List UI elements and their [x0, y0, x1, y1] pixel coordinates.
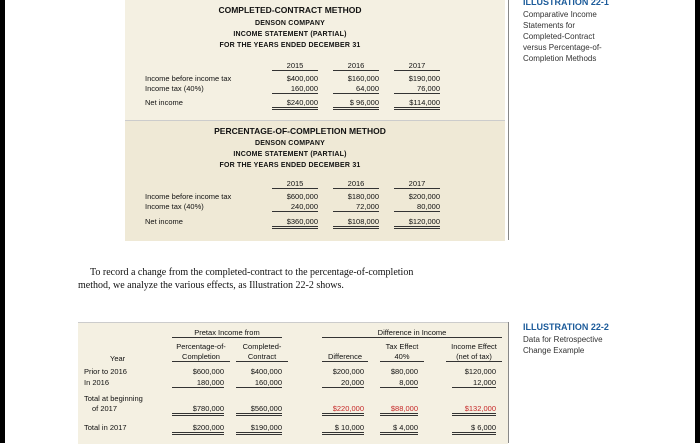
header-tax: 40%	[380, 353, 424, 362]
table1-year-2017: 2017	[394, 62, 440, 71]
table3-year: Prior to 2016	[84, 367, 127, 376]
header-tax: Tax Effect	[385, 342, 419, 351]
table3-cell: $400,000	[250, 367, 282, 376]
table2-cell: 240,000	[272, 203, 318, 212]
table3-cell: 20,000	[322, 379, 364, 388]
table3-cell: 8,000	[380, 379, 418, 388]
table3-cell: $200,000	[172, 424, 224, 435]
table2-year-2017: 2017	[394, 180, 440, 189]
header-year: Year	[110, 354, 126, 363]
table2-cell: 72,000	[333, 203, 379, 212]
table1-year-2015: 2015	[272, 62, 318, 71]
table1-company: DENSON COMPANY	[255, 20, 325, 27]
table3-cell: $190,000	[236, 424, 282, 435]
table1-cell: $114,000	[394, 99, 440, 110]
table2-year-2015: 2015	[272, 180, 318, 189]
table1-row-label: Income before income tax	[145, 74, 232, 83]
table1-cell: $240,000	[272, 99, 318, 110]
illustration1-caption: versus Percentage-of-	[523, 43, 602, 52]
body-text-line: To record a change from the completed-contract to the percentage-of-completion	[90, 267, 414, 278]
table3-cell: $600,000	[192, 367, 224, 376]
table1-cell: $ 96,000	[333, 99, 379, 110]
table1-period: FOR THE YEARS ENDED DECEMBER 31	[219, 42, 361, 49]
table1-cell: 64,000	[333, 85, 379, 94]
table2-row-label: Income tax (40%)	[145, 202, 204, 211]
table3-year: In 2016	[84, 378, 110, 387]
body-text-line: method, we analyze the various effects, as Illustration 22-2 shows.	[78, 280, 344, 291]
table3-cell-highlight: $220,000	[322, 405, 364, 416]
table1-cell: $160,000	[347, 74, 379, 83]
illustration2-title: ILLUSTRATION 22-2	[523, 322, 609, 332]
panel-divider	[508, 322, 509, 443]
table1-row-label: Income tax (40%)	[145, 84, 204, 93]
table3-cell: 180,000	[172, 379, 224, 388]
table3-year: Total in 2017	[84, 423, 127, 432]
retrospective-panel	[78, 322, 508, 444]
table3-cell: $80,000	[390, 367, 418, 376]
table1-statement: INCOME STATEMENT (PARTIAL)	[233, 31, 347, 38]
table3-cell-highlight: $132,000	[452, 405, 496, 416]
header-cc: Contract	[236, 353, 288, 362]
table3-cell: $ 10,000	[322, 424, 364, 435]
table2-cell: $120,000	[394, 218, 440, 229]
table2-period: FOR THE YEARS ENDED DECEMBER 31	[219, 162, 361, 169]
table2-cell: 80,000	[394, 203, 440, 212]
group-pretax-header: Pretax Income from	[172, 329, 282, 338]
header-poc: Completion	[172, 353, 230, 362]
header-difference: Difference	[322, 353, 368, 362]
illustration1-caption: Completion Methods	[523, 54, 597, 63]
table1-cell: 160,000	[272, 85, 318, 94]
header-effect: Income Effect	[451, 342, 497, 351]
table2-cell: $600,000	[286, 192, 318, 201]
table1-cell: $190,000	[408, 74, 440, 83]
table2-company: DENSON COMPANY	[255, 140, 325, 147]
table3-cell: $120,000	[464, 367, 496, 376]
illustration1-caption: Completed-Contract	[523, 32, 595, 41]
table2-method: PERCENTAGE-OF-COMPLETION METHOD	[214, 126, 386, 136]
table3-year: of 2017	[92, 404, 118, 413]
table3-cell-highlight: $88,000	[380, 405, 418, 416]
panel-divider	[508, 0, 509, 240]
table2-cell: $200,000	[408, 192, 440, 201]
left-edge	[0, 0, 5, 443]
table2-cell: $180,000	[347, 192, 379, 201]
table1-method: COMPLETED-CONTRACT METHOD	[218, 5, 362, 15]
table2-year-2016: 2016	[333, 180, 379, 189]
table2-row-label: Net income	[145, 217, 183, 226]
table2-row-label: Income before income tax	[145, 192, 232, 201]
table3-cell: 160,000	[236, 379, 282, 388]
table3-cell: $780,000	[172, 405, 224, 416]
table3-cell: $200,000	[332, 367, 364, 376]
table1-row-label: Net income	[145, 98, 183, 107]
table2-cell: $360,000	[272, 218, 318, 229]
header-poc: Percentage-of-	[176, 342, 226, 351]
table3-cell: $ 6,000	[452, 424, 496, 435]
table3-cell: $560,000	[236, 405, 282, 416]
group-diff-header: Difference in Income	[322, 329, 502, 338]
table2-statement: INCOME STATEMENT (PARTIAL)	[233, 151, 347, 158]
table3-year: Total at beginning	[84, 394, 143, 403]
illustration2-caption: Change Example	[523, 346, 585, 355]
illustration1-caption: Comparative Income	[523, 10, 597, 19]
table1-cell: 76,000	[394, 85, 440, 94]
header-cc: Completed-	[242, 342, 282, 351]
table3-cell: 12,000	[452, 379, 496, 388]
table1-year-2016: 2016	[333, 62, 379, 71]
header-effect: (net of tax)	[446, 353, 502, 362]
illustration1-title: ILLUSTRATION 22-1	[523, 0, 609, 7]
illustration2-caption: Data for Retrospective	[523, 335, 603, 344]
right-edge	[695, 0, 700, 443]
table3-cell: $ 4,000	[380, 424, 418, 435]
illustration1-caption: Statements for	[523, 21, 576, 30]
table2-cell: $108,000	[333, 218, 379, 229]
table1-cell: $400,000	[286, 74, 318, 83]
